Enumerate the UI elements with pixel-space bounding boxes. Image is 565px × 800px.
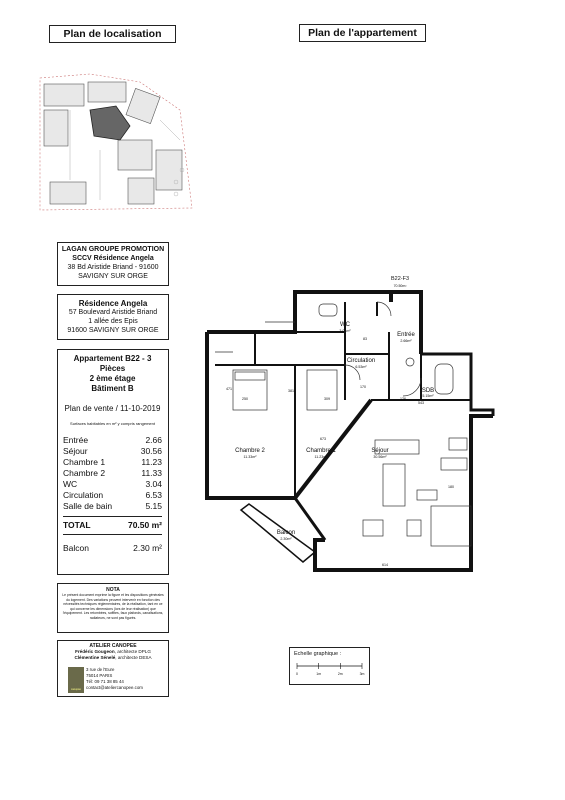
scale-bar (294, 660, 365, 682)
apartment-floor: 2 ème étage (89, 374, 136, 383)
architect-phone: Tél: 09 71 38 85 44 (86, 679, 124, 684)
dim-label: 673 (320, 437, 326, 441)
room-name: Séjour (63, 446, 88, 456)
scale-tick: 1m (316, 672, 322, 676)
plan-date: Plan de vente / 11-10-2019 (64, 404, 161, 413)
residence-name: Résidence Angela (78, 299, 148, 308)
room-row (63, 490, 162, 501)
room-name: Salle de bain (63, 501, 113, 511)
sdb-name: SDB (421, 388, 435, 394)
location-title-box (49, 25, 176, 43)
unit-area: 70.50m² (393, 284, 407, 288)
location-map (30, 70, 195, 215)
wc-area: 3.04m² (339, 329, 351, 333)
room-name: Entrée (63, 435, 89, 445)
scale-tick: 3m (359, 672, 365, 676)
note-title: NOTA (106, 587, 120, 593)
room-area: 2.66 (145, 435, 162, 445)
balcon-name: Balcon (276, 530, 296, 536)
balcony-label: Balcon (63, 543, 89, 553)
chambre2-name: Chambre 2 (235, 448, 265, 454)
room-list (63, 435, 162, 512)
architect-box (57, 640, 169, 697)
room-name: WC (63, 479, 78, 489)
residence-address2: 1 allée des Epis (88, 318, 138, 325)
floor-plan (195, 270, 525, 590)
room-row (63, 501, 162, 512)
total-value: 70.50 m² (127, 520, 162, 530)
room-row (63, 435, 162, 446)
room-area: 30.56 (140, 446, 162, 456)
promoter-box (57, 242, 169, 286)
chambre2-area: 11.33m² (243, 455, 257, 459)
room-area: 11.23 (141, 457, 162, 467)
total-label: TOTAL (63, 520, 91, 530)
room-row (63, 446, 162, 457)
room-name: Chambre 1 (63, 457, 106, 467)
room-name: Circulation (63, 490, 104, 500)
scale-tick: 2m (337, 672, 343, 676)
dim-label: 250 (242, 397, 248, 401)
entree-area: 2.66m² (400, 339, 412, 343)
promoter-name: LAGAN GROUPE PROMOTION (61, 246, 165, 253)
room-row (63, 457, 162, 468)
unit-code: B22-F3 (390, 276, 410, 282)
dim-label: 381 (288, 389, 294, 393)
surfaces-note: Surfaces habitables en m² y compris rangement (70, 421, 155, 426)
note-text: Le présent document exprime la figure et les dispositions générales du logement. Des variations peuvent intervenir en fonction des nécessités techniques réglementaires, de la réalisation, tant en ce qui concerne les dimensions (lors de leur réalisation) que l'équipement. Les retombées, soffites, faux plafonds, canalisations, radiateurs, ne sont pas figurés. (62, 593, 164, 620)
promoter-address: 38 Bd Aristide Briand - 91600 (67, 264, 159, 271)
architect-address1: 3 rue de l'Eure (86, 667, 115, 672)
architect-2: Clémentine Sénelé, architecte DESA (74, 655, 152, 660)
chambre1-name: Chambre 1 (306, 448, 336, 454)
balcony-row (63, 534, 162, 554)
scale-tick: 0 (296, 672, 298, 676)
architect-logo: canopée (68, 667, 84, 693)
note-box (57, 583, 169, 633)
room-area: 3.04 (145, 479, 162, 489)
sejour-name: Séjour (371, 448, 389, 454)
room-row (63, 479, 162, 490)
balcon-area: 2.30m² (280, 537, 292, 541)
dim-label: 170 (360, 385, 366, 389)
wc-name: WC (340, 322, 350, 328)
dim-label: 471 (226, 387, 232, 391)
residence-box (57, 294, 169, 340)
location-title: Plan de localisation (63, 28, 162, 40)
room-area: 11.33 (141, 468, 162, 478)
dim-label: 309 (324, 397, 330, 401)
residence-address1: 57 Boulevard Aristide Briand (68, 309, 158, 316)
sejour-area: 30.56m² (373, 455, 387, 459)
dim-label: 180 (448, 485, 454, 489)
balcony-value: 2.30 m² (133, 543, 162, 553)
room-area: 5.15 (145, 501, 162, 511)
scale-title: Echelle graphique : (294, 651, 342, 657)
architect-1: Frédéric Gougeon, architecte DPLG (75, 649, 151, 654)
dim-label: 83 (363, 337, 367, 341)
total-row (63, 516, 162, 531)
architect-firm: ATELIER CANOPEE (89, 643, 137, 649)
architect-address2: 75014 PARIS (86, 673, 113, 678)
circulation-name: Circulation (346, 358, 376, 364)
apartment-title: Plan de l'appartement (308, 27, 417, 39)
promoter-sccv: SCCV Résidence Angela (72, 255, 154, 262)
room-area: 6.53 (145, 490, 162, 500)
promoter-city: SAVIGNY SUR ORGE (78, 273, 148, 280)
dim-label: 543 (418, 401, 424, 405)
apartment-box (57, 349, 169, 575)
scale-box (289, 647, 370, 685)
entree-name: Entrée (397, 332, 415, 338)
residence-city: 91600 SAVIGNY SUR ORGE (67, 327, 159, 334)
circulation-area: 6.53m² (355, 365, 367, 369)
dim-label: 614 (382, 563, 388, 567)
chambre1-area: 11.23m² (314, 455, 328, 459)
apartment-building: Bâtiment B (91, 384, 134, 393)
room-name: Chambre 2 (63, 468, 106, 478)
dim-label: 126 (400, 397, 406, 401)
apartment-title: Appartement B22 - 3 Pièces (73, 354, 152, 373)
sdb-area: 5.15m² (422, 394, 434, 398)
apartment-title-box (299, 24, 426, 42)
architect-contact (86, 667, 143, 691)
architect-email: contact@ateliercanopee.com (86, 685, 143, 690)
room-row (63, 468, 162, 479)
